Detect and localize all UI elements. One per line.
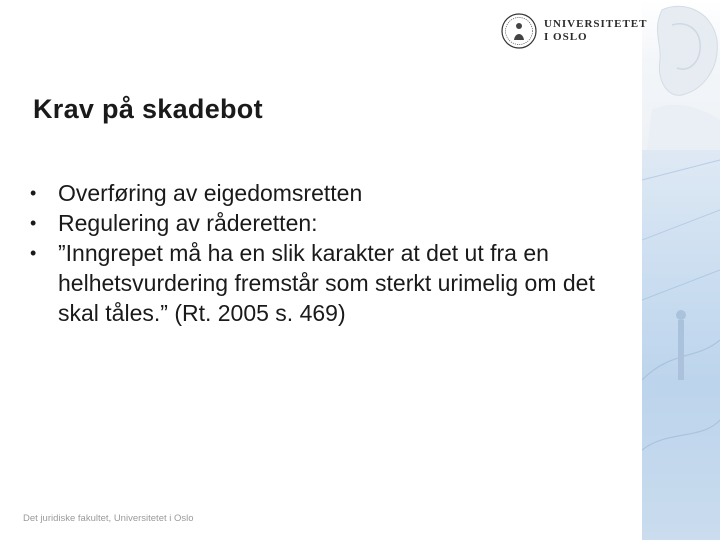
university-seal-icon [500, 12, 538, 50]
logo-line-1: UNIVERSITETET [544, 18, 648, 30]
logo-line-2: I OSLO [544, 31, 588, 43]
decorative-sculpture-image [642, 0, 720, 150]
bullet-text: Regulering av råderetten: [58, 210, 318, 236]
footer-text: Det juridiske fakultet, Universitetet i Oslo [23, 513, 194, 524]
bullet-list [30, 178, 630, 328]
bullet-marker: • [30, 213, 37, 233]
university-logo [500, 12, 648, 52]
bullet-item [30, 178, 630, 208]
decorative-ship-image [642, 150, 720, 540]
bullet-text: Overføring av eigedomsretten [58, 180, 363, 206]
bullet-item [30, 208, 630, 238]
bullet-item [30, 238, 630, 328]
bullet-marker: • [30, 183, 37, 203]
bullet-marker: • [30, 243, 37, 263]
bullet-text: ”Inngrepet må ha en slik karakter at det ut fra en helhetsvurdering fremstår som sterkt urimelig om det skal tåles.” (Rt. 2005 s. 469) [58, 240, 595, 326]
slide-title: Krav på skadebot [33, 94, 263, 124]
decorative-side-band [642, 0, 720, 540]
